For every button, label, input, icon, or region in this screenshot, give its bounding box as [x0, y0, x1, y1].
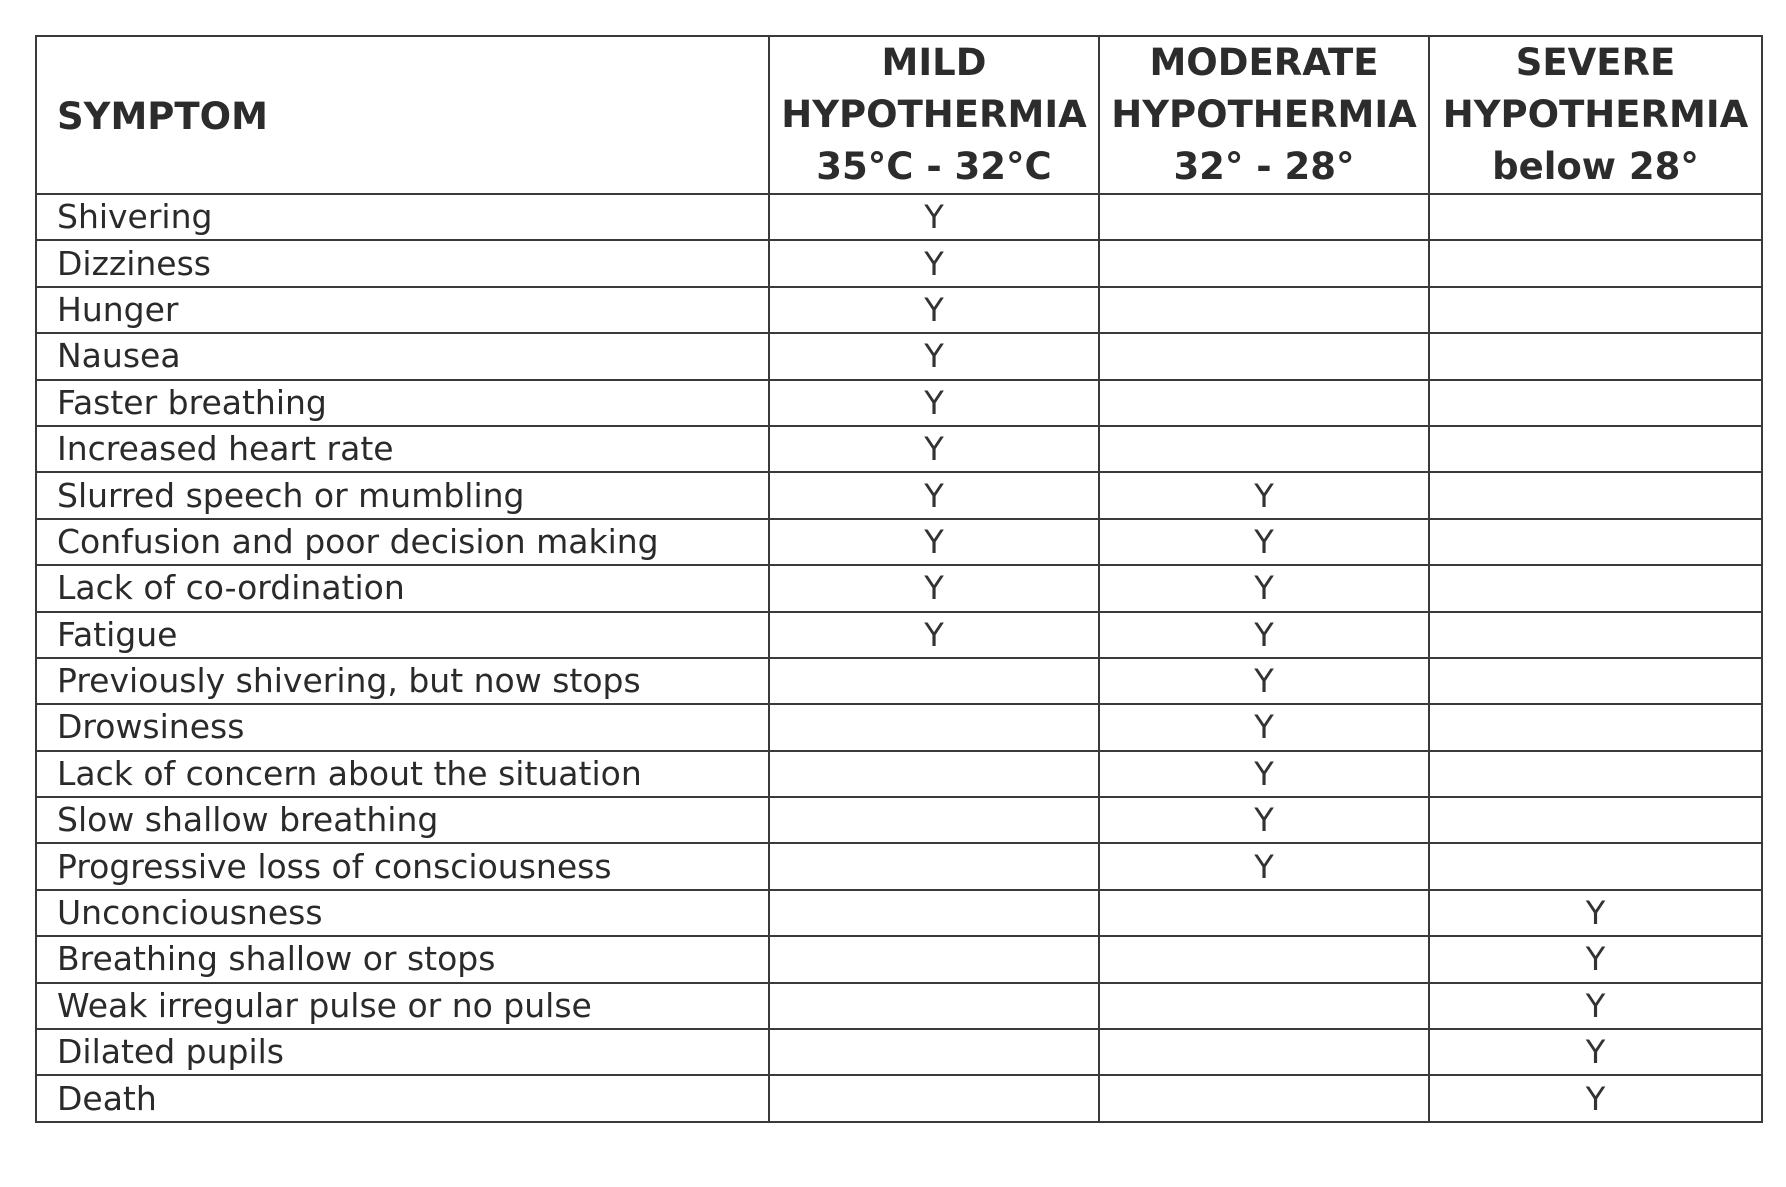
table-row: [36, 797, 1762, 843]
severe-cell: Y: [1429, 890, 1762, 936]
severe-cell: [1429, 565, 1762, 611]
mild-cell: [769, 1075, 1099, 1121]
header-moderate-line-3: 32° - 28°: [1173, 145, 1355, 188]
header-severe-line-1: SEVERE: [1515, 41, 1676, 84]
severe-cell: [1429, 426, 1762, 472]
moderate-cell: Y: [1099, 843, 1429, 889]
table-row: [36, 240, 1762, 286]
mild-cell: [769, 751, 1099, 797]
table-row: [36, 194, 1762, 240]
moderate-cell: [1099, 287, 1429, 333]
symptom-cell: Slurred speech or mumbling: [36, 472, 769, 518]
table-header: [36, 36, 1762, 194]
mild-cell: Y: [769, 287, 1099, 333]
table-row: [36, 612, 1762, 658]
table-row: [36, 890, 1762, 936]
table-row: [36, 936, 1762, 982]
mild-cell: Y: [769, 426, 1099, 472]
table-row: [36, 658, 1762, 704]
table-body: [36, 194, 1762, 1122]
moderate-cell: [1099, 983, 1429, 1029]
severe-cell: [1429, 843, 1762, 889]
moderate-cell: [1099, 936, 1429, 982]
mild-cell: [769, 704, 1099, 750]
severe-cell: [1429, 612, 1762, 658]
moderate-cell: Y: [1099, 751, 1429, 797]
moderate-cell: Y: [1099, 612, 1429, 658]
severe-cell: Y: [1429, 936, 1762, 982]
table-row: [36, 380, 1762, 426]
table-row: [36, 1029, 1762, 1075]
moderate-cell: [1099, 333, 1429, 379]
severe-cell: [1429, 240, 1762, 286]
table-row: [36, 472, 1762, 518]
severe-cell: Y: [1429, 1075, 1762, 1121]
moderate-cell: [1099, 1029, 1429, 1075]
symptom-cell: Shivering: [36, 194, 769, 240]
severe-cell: [1429, 287, 1762, 333]
symptom-cell: Drowsiness: [36, 704, 769, 750]
severe-cell: [1429, 380, 1762, 426]
moderate-cell: Y: [1099, 704, 1429, 750]
mild-cell: [769, 983, 1099, 1029]
table-row: [36, 333, 1762, 379]
moderate-cell: Y: [1099, 658, 1429, 704]
mild-cell: Y: [769, 333, 1099, 379]
mild-cell: Y: [769, 194, 1099, 240]
symptom-cell: Breathing shallow or stops: [36, 936, 769, 982]
header-mild-line-3: 35°C - 32°C: [816, 145, 1052, 188]
table-row: [36, 983, 1762, 1029]
severe-cell: [1429, 797, 1762, 843]
header-mild-line-2: HYPOTHERMIA: [781, 93, 1087, 136]
symptom-cell: Previously shivering, but now stops: [36, 658, 769, 704]
header-symptom: SYMPTOM: [36, 36, 769, 194]
moderate-cell: [1099, 426, 1429, 472]
moderate-cell: [1099, 890, 1429, 936]
moderate-cell: [1099, 1075, 1429, 1121]
table-row: [36, 751, 1762, 797]
moderate-cell: [1099, 380, 1429, 426]
severe-cell: [1429, 519, 1762, 565]
header-severe-line-2: HYPOTHERMIA: [1442, 93, 1749, 136]
table-row: [36, 704, 1762, 750]
header-mild-line-1: MILD: [881, 41, 987, 84]
moderate-cell: Y: [1099, 565, 1429, 611]
header-mild-hypothermia: [769, 36, 1099, 194]
mild-cell: [769, 936, 1099, 982]
symptom-cell: Lack of concern about the situation: [36, 751, 769, 797]
symptom-cell: Dilated pupils: [36, 1029, 769, 1075]
mild-cell: Y: [769, 565, 1099, 611]
symptom-cell: Confusion and poor decision making: [36, 519, 769, 565]
symptom-cell: Weak irregular pulse or no pulse: [36, 983, 769, 1029]
table-row: [36, 1075, 1762, 1121]
header-row: [36, 36, 1762, 194]
header-moderate-line-1: MODERATE: [1149, 41, 1379, 84]
header-moderate-hypothermia: [1099, 36, 1429, 194]
moderate-cell: Y: [1099, 472, 1429, 518]
symptom-cell: Hunger: [36, 287, 769, 333]
mild-cell: Y: [769, 472, 1099, 518]
symptom-cell: Fatigue: [36, 612, 769, 658]
symptom-cell: Progressive loss of consciousness: [36, 843, 769, 889]
mild-cell: Y: [769, 519, 1099, 565]
mild-cell: Y: [769, 380, 1099, 426]
hypothermia-symptom-table: [35, 35, 1763, 1123]
moderate-cell: Y: [1099, 519, 1429, 565]
mild-cell: Y: [769, 240, 1099, 286]
header-severe-hypothermia: [1429, 36, 1762, 194]
symptom-cell: Nausea: [36, 333, 769, 379]
severe-cell: [1429, 194, 1762, 240]
table-row: [36, 565, 1762, 611]
mild-cell: [769, 843, 1099, 889]
table-row: [36, 843, 1762, 889]
severe-cell: [1429, 751, 1762, 797]
header-moderate-line-2: HYPOTHERMIA: [1111, 93, 1417, 136]
header-severe-line-3: below 28°: [1492, 145, 1699, 188]
symptom-cell: Increased heart rate: [36, 426, 769, 472]
severe-cell: Y: [1429, 1029, 1762, 1075]
symptom-cell: Dizziness: [36, 240, 769, 286]
severe-cell: [1429, 333, 1762, 379]
mild-cell: Y: [769, 612, 1099, 658]
table-row: [36, 287, 1762, 333]
mild-cell: [769, 890, 1099, 936]
symptom-cell: Faster breathing: [36, 380, 769, 426]
severe-cell: [1429, 658, 1762, 704]
moderate-cell: [1099, 194, 1429, 240]
moderate-cell: Y: [1099, 797, 1429, 843]
table-row: [36, 519, 1762, 565]
symptom-cell: Death: [36, 1075, 769, 1121]
table-row: [36, 426, 1762, 472]
mild-cell: [769, 1029, 1099, 1075]
symptom-cell: Unconciousness: [36, 890, 769, 936]
symptom-cell: Slow shallow breathing: [36, 797, 769, 843]
severe-cell: Y: [1429, 983, 1762, 1029]
mild-cell: [769, 797, 1099, 843]
symptom-cell: Lack of co-ordination: [36, 565, 769, 611]
severe-cell: [1429, 472, 1762, 518]
hypothermia-symptom-table-sheet: [35, 35, 1761, 1123]
moderate-cell: [1099, 240, 1429, 286]
mild-cell: [769, 658, 1099, 704]
severe-cell: [1429, 704, 1762, 750]
